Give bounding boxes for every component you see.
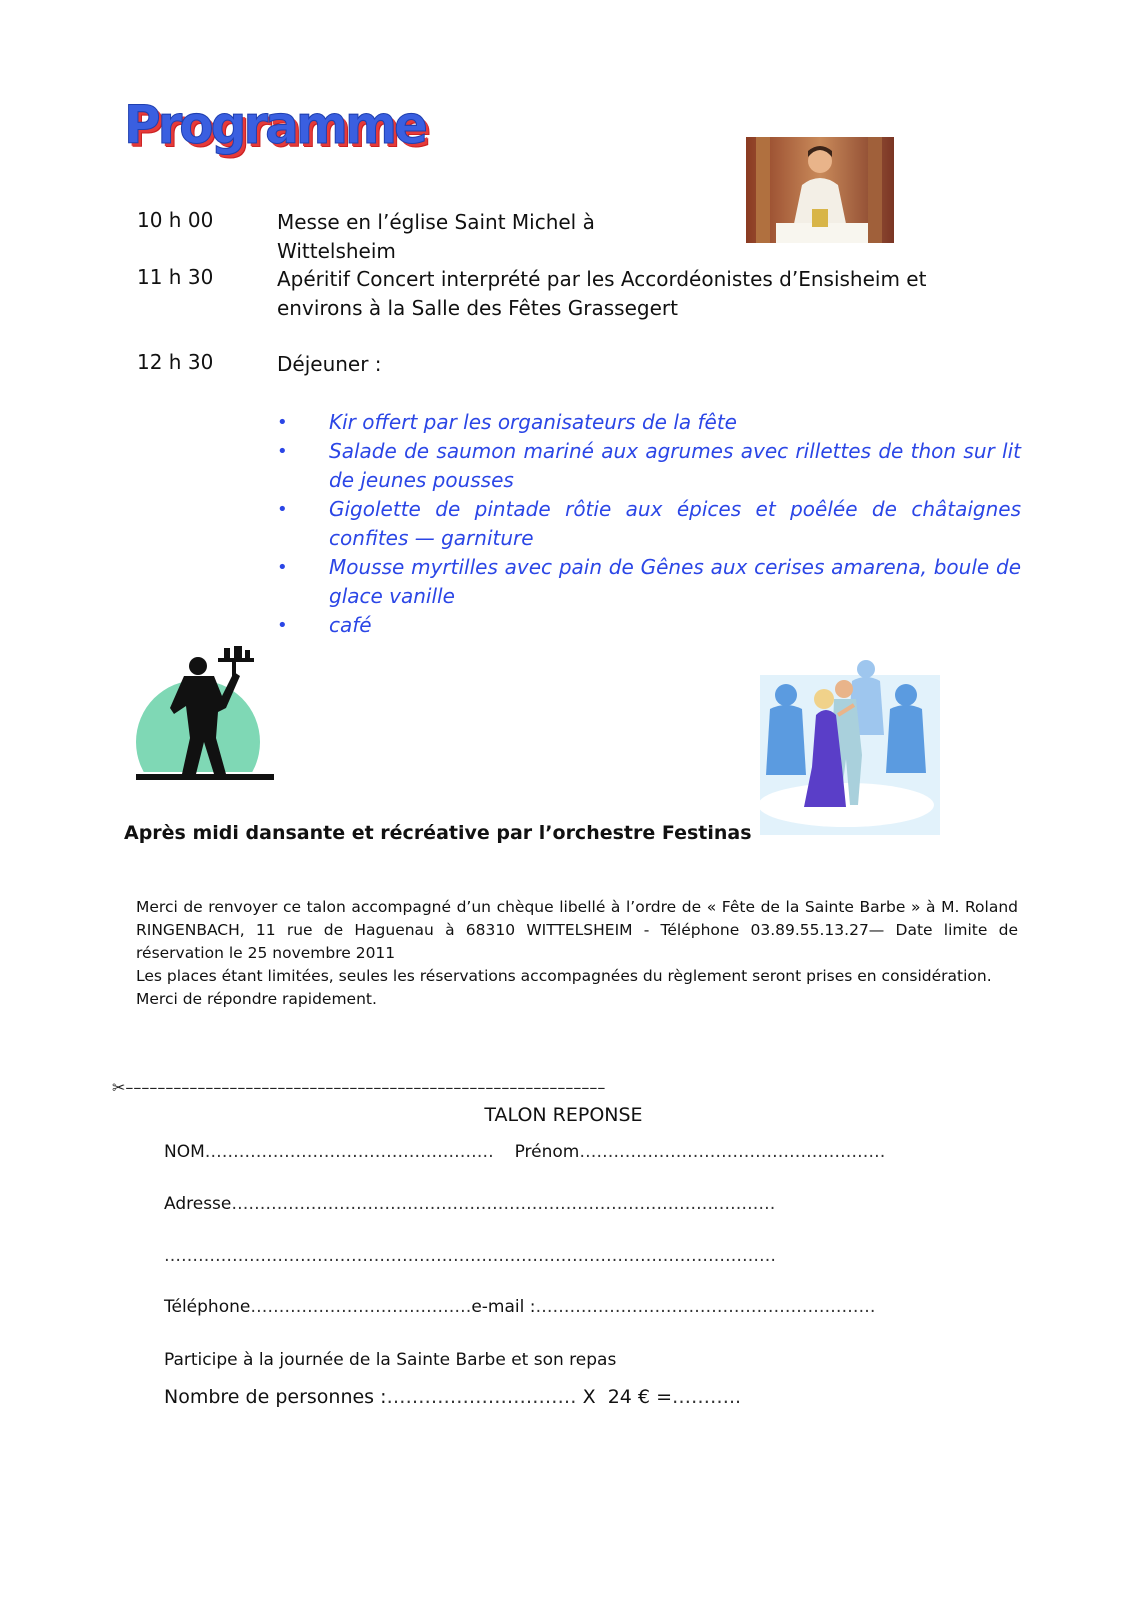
event-line: environs à la Salle des Fêtes Grassegert xyxy=(277,296,678,320)
page-title: Programme xyxy=(124,94,425,156)
info-paragraph: Merci de renvoyer ce talon accompagné d’un chèque libellé à l’ordre de « Fête de la Sainte Barbe » à M. Roland RINGENBACH, 11 rue de Haguenau à 68310 WITTELSHEIM - Téléphone 03.89.55.13.27— Date limite de réservation le 25 novembre 2011 xyxy=(136,898,1018,962)
menu-item: • Mousse myrtilles avec pain de Gênes aux cerises amarena, boule de glace vanille xyxy=(277,553,1021,611)
telephone-field[interactable]: ………………………………… xyxy=(250,1297,472,1317)
address-row-2 xyxy=(164,1246,776,1266)
event-aperitif xyxy=(277,265,957,323)
dancers-icon xyxy=(746,655,950,835)
event-line: Apéritif Concert interprété par les Accordéonistes d’Ensisheim et xyxy=(277,267,927,291)
total-field[interactable]: ……….. xyxy=(671,1386,742,1408)
prenom-field[interactable]: ……………………………………………… xyxy=(579,1142,886,1162)
nom-label: NOM xyxy=(164,1142,205,1162)
event-line: Wittelsheim xyxy=(277,239,396,263)
waiter-icon xyxy=(134,642,276,782)
time-1130: 11 h 30 xyxy=(137,265,214,289)
menu-item: • Gigolette de pintade rôtie aux épices et poêlée de châtaignes confites — garniture xyxy=(277,495,1021,553)
adresse-label: Adresse xyxy=(164,1194,232,1214)
menu-item: • café xyxy=(277,611,1021,640)
time-1230: 12 h 30 xyxy=(137,350,214,374)
event-dejeuner xyxy=(277,350,957,379)
contact-row xyxy=(164,1297,876,1317)
telephone-label: Téléphone xyxy=(164,1297,251,1317)
event-messe xyxy=(277,208,957,266)
address-row xyxy=(164,1194,775,1214)
time-1000: 10 h 00 xyxy=(137,208,214,232)
nombre-field[interactable]: ………………………… xyxy=(386,1386,577,1408)
reservation-info xyxy=(136,896,1018,1011)
event-line: Messe en l’église Saint Michel à xyxy=(277,210,595,234)
event-line: Déjeuner : xyxy=(277,352,382,376)
cut-line: ✂–––––––––––––––––––––––––––––––––––––––––––––––––––––––––––– xyxy=(112,1078,606,1097)
email-field[interactable]: …………………………………………………… xyxy=(535,1297,876,1317)
nombre-label: Nombre de personnes : xyxy=(164,1386,387,1408)
equals-sign: = xyxy=(656,1386,672,1408)
info-paragraph: Merci de répondre rapidement. xyxy=(136,990,377,1008)
adresse-field-line2[interactable]: ……………………………………………………………………………………………… xyxy=(164,1246,776,1266)
price: 24 € xyxy=(607,1386,651,1408)
menu-item: • Kir offert par les organisateurs de la fête xyxy=(277,408,1021,437)
info-paragraph: Les places étant limitées, seules les réservations accompagnées du règlement seront prises en considération. xyxy=(136,967,992,985)
adresse-field[interactable]: …………………………………………………………………………………… xyxy=(231,1194,776,1214)
menu-list xyxy=(277,408,1021,640)
prenom-label: Prénom xyxy=(514,1142,580,1162)
form-title: TALON REPONSE xyxy=(484,1104,643,1126)
afternoon-dance: Après midi dansante et récréative par l’orchestre Festinas xyxy=(124,822,752,844)
nom-field[interactable]: …………………………………………… xyxy=(204,1142,494,1162)
multiply-sign: X xyxy=(582,1386,596,1408)
scissors-icon: ✂ xyxy=(112,1078,126,1097)
email-label: e-mail : xyxy=(471,1297,536,1317)
menu-item: • Salade de saumon mariné aux agrumes avec rillettes de thon sur lit de jeunes pousses xyxy=(277,437,1021,495)
participation-text: Participe à la journée de la Sainte Barbe et son repas xyxy=(164,1350,617,1370)
people-row xyxy=(164,1386,741,1408)
name-row xyxy=(164,1142,885,1162)
